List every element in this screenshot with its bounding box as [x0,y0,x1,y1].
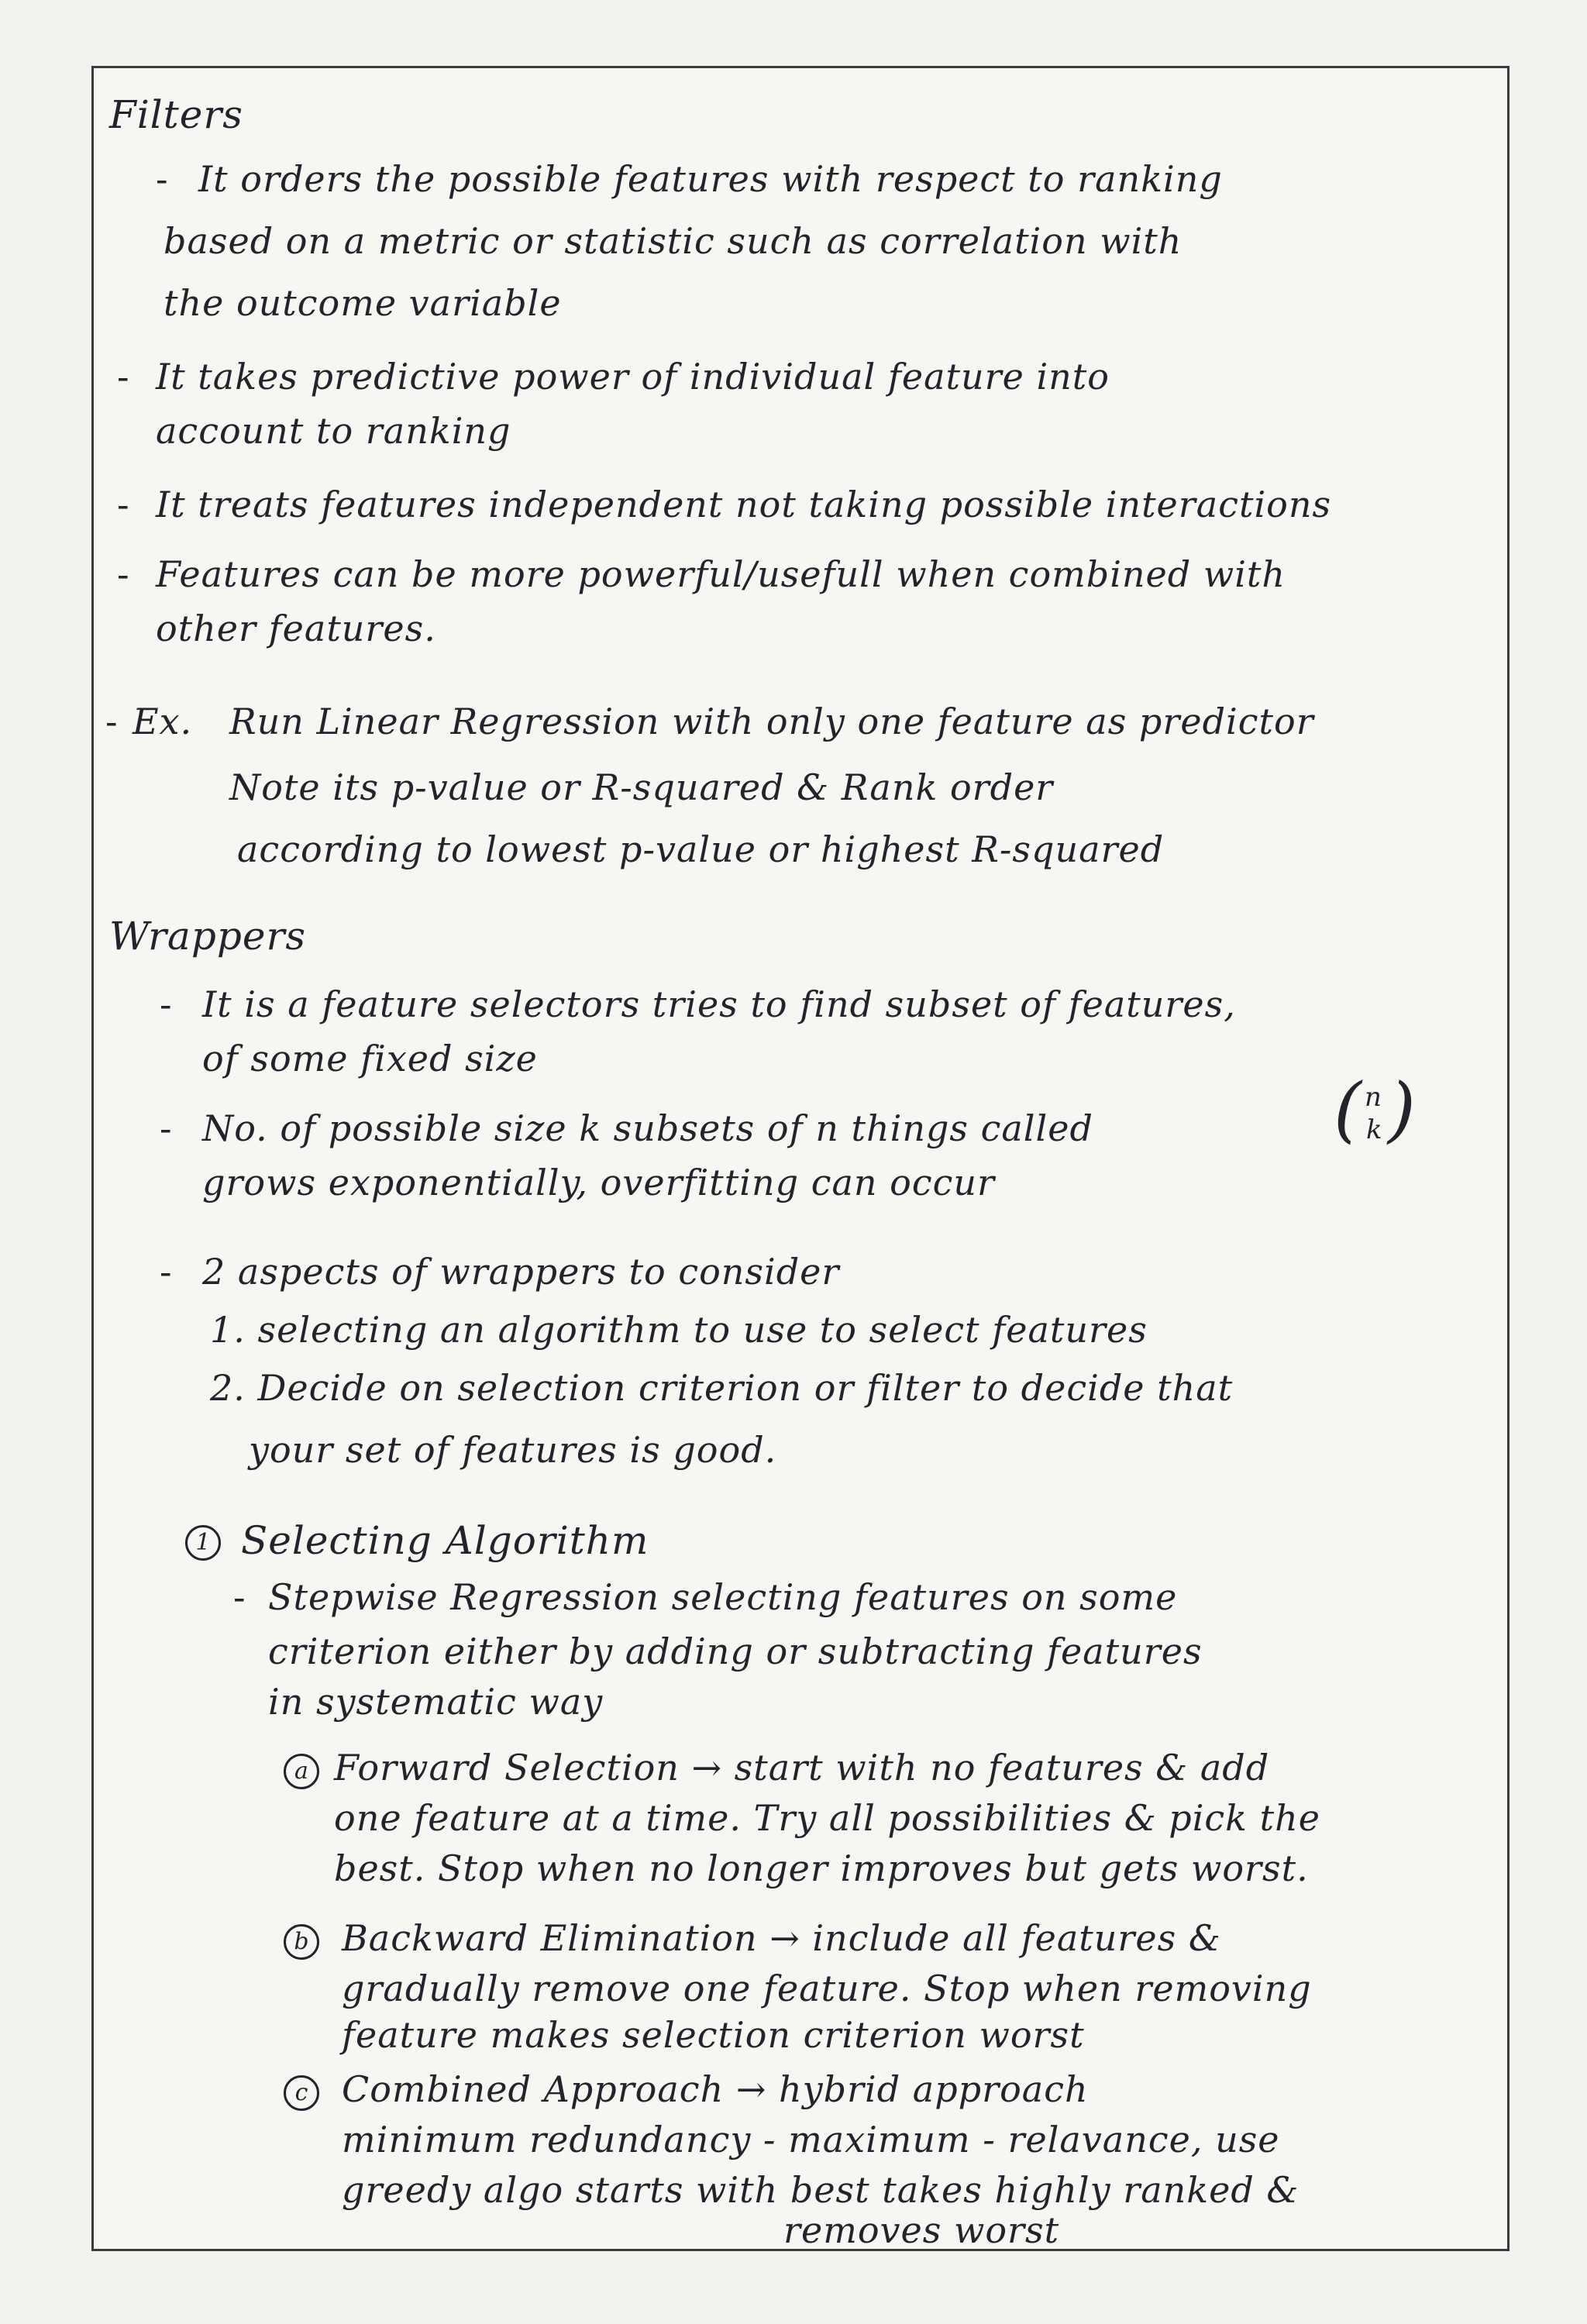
wrappers-aspect-2-line-1: 2. Decide on selection criterion or filter to decide that [210,1367,1234,1409]
filters-example-line-2: Note its p-value or R-squared & Rank order [229,766,1054,808]
wrappers-bullet-1-line-2: of some fixed size [202,1038,538,1079]
filters-heading: Filters [109,92,243,137]
filters-bullet-1-line-1: It orders the possible features with respect to ranking [198,158,1223,200]
wrappers-bullet-1-line-1: It is a feature selectors tries to find subset of features, [202,983,1236,1025]
bullet-dash: - [160,1251,172,1293]
filters-example-line-3: according to lowest p-value or highest R-squared [237,828,1165,870]
binomial-n: n [1365,1082,1382,1113]
wrappers-bullet-2-line-1: No. of possible size k subsets of n things called [202,1107,1093,1149]
filters-bullet-1-line-3: the outcome variable [164,282,562,324]
bullet-dash: - [156,158,168,200]
binomial-coefficient: ( n k ) [1334,1068,1416,1151]
section-number-badge: 1 [185,1525,221,1561]
forward-selection-line-1: Forward Selection → start with no features & add [334,1747,1270,1789]
filters-bullet-1-line-2: based on a metric or statistic such as correlation with [164,220,1183,262]
stepwise-line-3: in systematic way [268,1681,604,1723]
selecting-algorithm-heading: Selecting Algorithm [241,1518,649,1563]
combined-approach-line-3: greedy algo starts with best takes highly ranked & [342,2169,1300,2211]
bullet-dash: - [117,356,129,398]
filters-bullet-4-line-2: other features. [156,608,436,649]
bullet-dash: - [160,983,172,1025]
backward-elimination-line-3: feature makes selection criterion worst [342,2014,1085,2056]
filters-bullet-2-line-1: It takes predictive power of individual feature into [156,356,1110,398]
filters-bullet-3-line-1: It treats features independent not taking possible interactions [156,484,1332,525]
stepwise-line-1: Stepwise Regression selecting features on some [268,1576,1178,1618]
bullet-dash: - [117,484,129,525]
filters-example-label: Ex. [133,701,193,742]
wrappers-heading: Wrappers [109,914,307,959]
backward-elimination-line-2: gradually remove one feature. Stop when removing [342,1968,1312,2009]
wrappers-bullet-3-line-1: 2 aspects of wrappers to consider [202,1251,840,1293]
item-c-badge: c [284,2075,319,2111]
combined-approach-line-2: minimum redundancy - maximum - relavance, use [342,2119,1280,2160]
wrappers-bullet-2-line-2: grows exponentially, overfitting can occur [202,1162,995,1203]
combined-approach-line-4: removes worst [783,2209,1060,2251]
wrappers-aspect-2-line-2: your set of features is good. [249,1429,777,1471]
bullet-dash: - [233,1576,246,1618]
combined-approach-line-1: Combined Approach → hybrid approach [342,2068,1089,2110]
filters-bullet-4-line-1: Features can be more powerful/usefull when combined with [156,553,1286,595]
notebook-page [91,66,1510,2251]
backward-elimination-line-1: Backward Elimination → include all features & [342,1917,1221,1959]
bullet-dash: - [117,553,129,595]
forward-selection-line-2: one feature at a time. Try all possibilities & pick the [334,1797,1321,1839]
binomial-k: k [1366,1114,1382,1145]
item-a-badge: a [284,1754,319,1789]
wrappers-aspect-1: 1. selecting an algorithm to use to select features [210,1309,1148,1351]
filters-bullet-2-line-2: account to ranking [156,410,511,452]
bullet-dash: - [160,1107,172,1149]
filters-example-line-1: Run Linear Regression with only one feature as predictor [229,701,1314,742]
forward-selection-line-3: best. Stop when no longer improves but gets worst. [334,1847,1309,1889]
stepwise-line-2: criterion either by adding or subtracting features [268,1630,1203,1672]
bullet-dash: - [105,701,118,742]
item-b-badge: b [284,1924,319,1960]
